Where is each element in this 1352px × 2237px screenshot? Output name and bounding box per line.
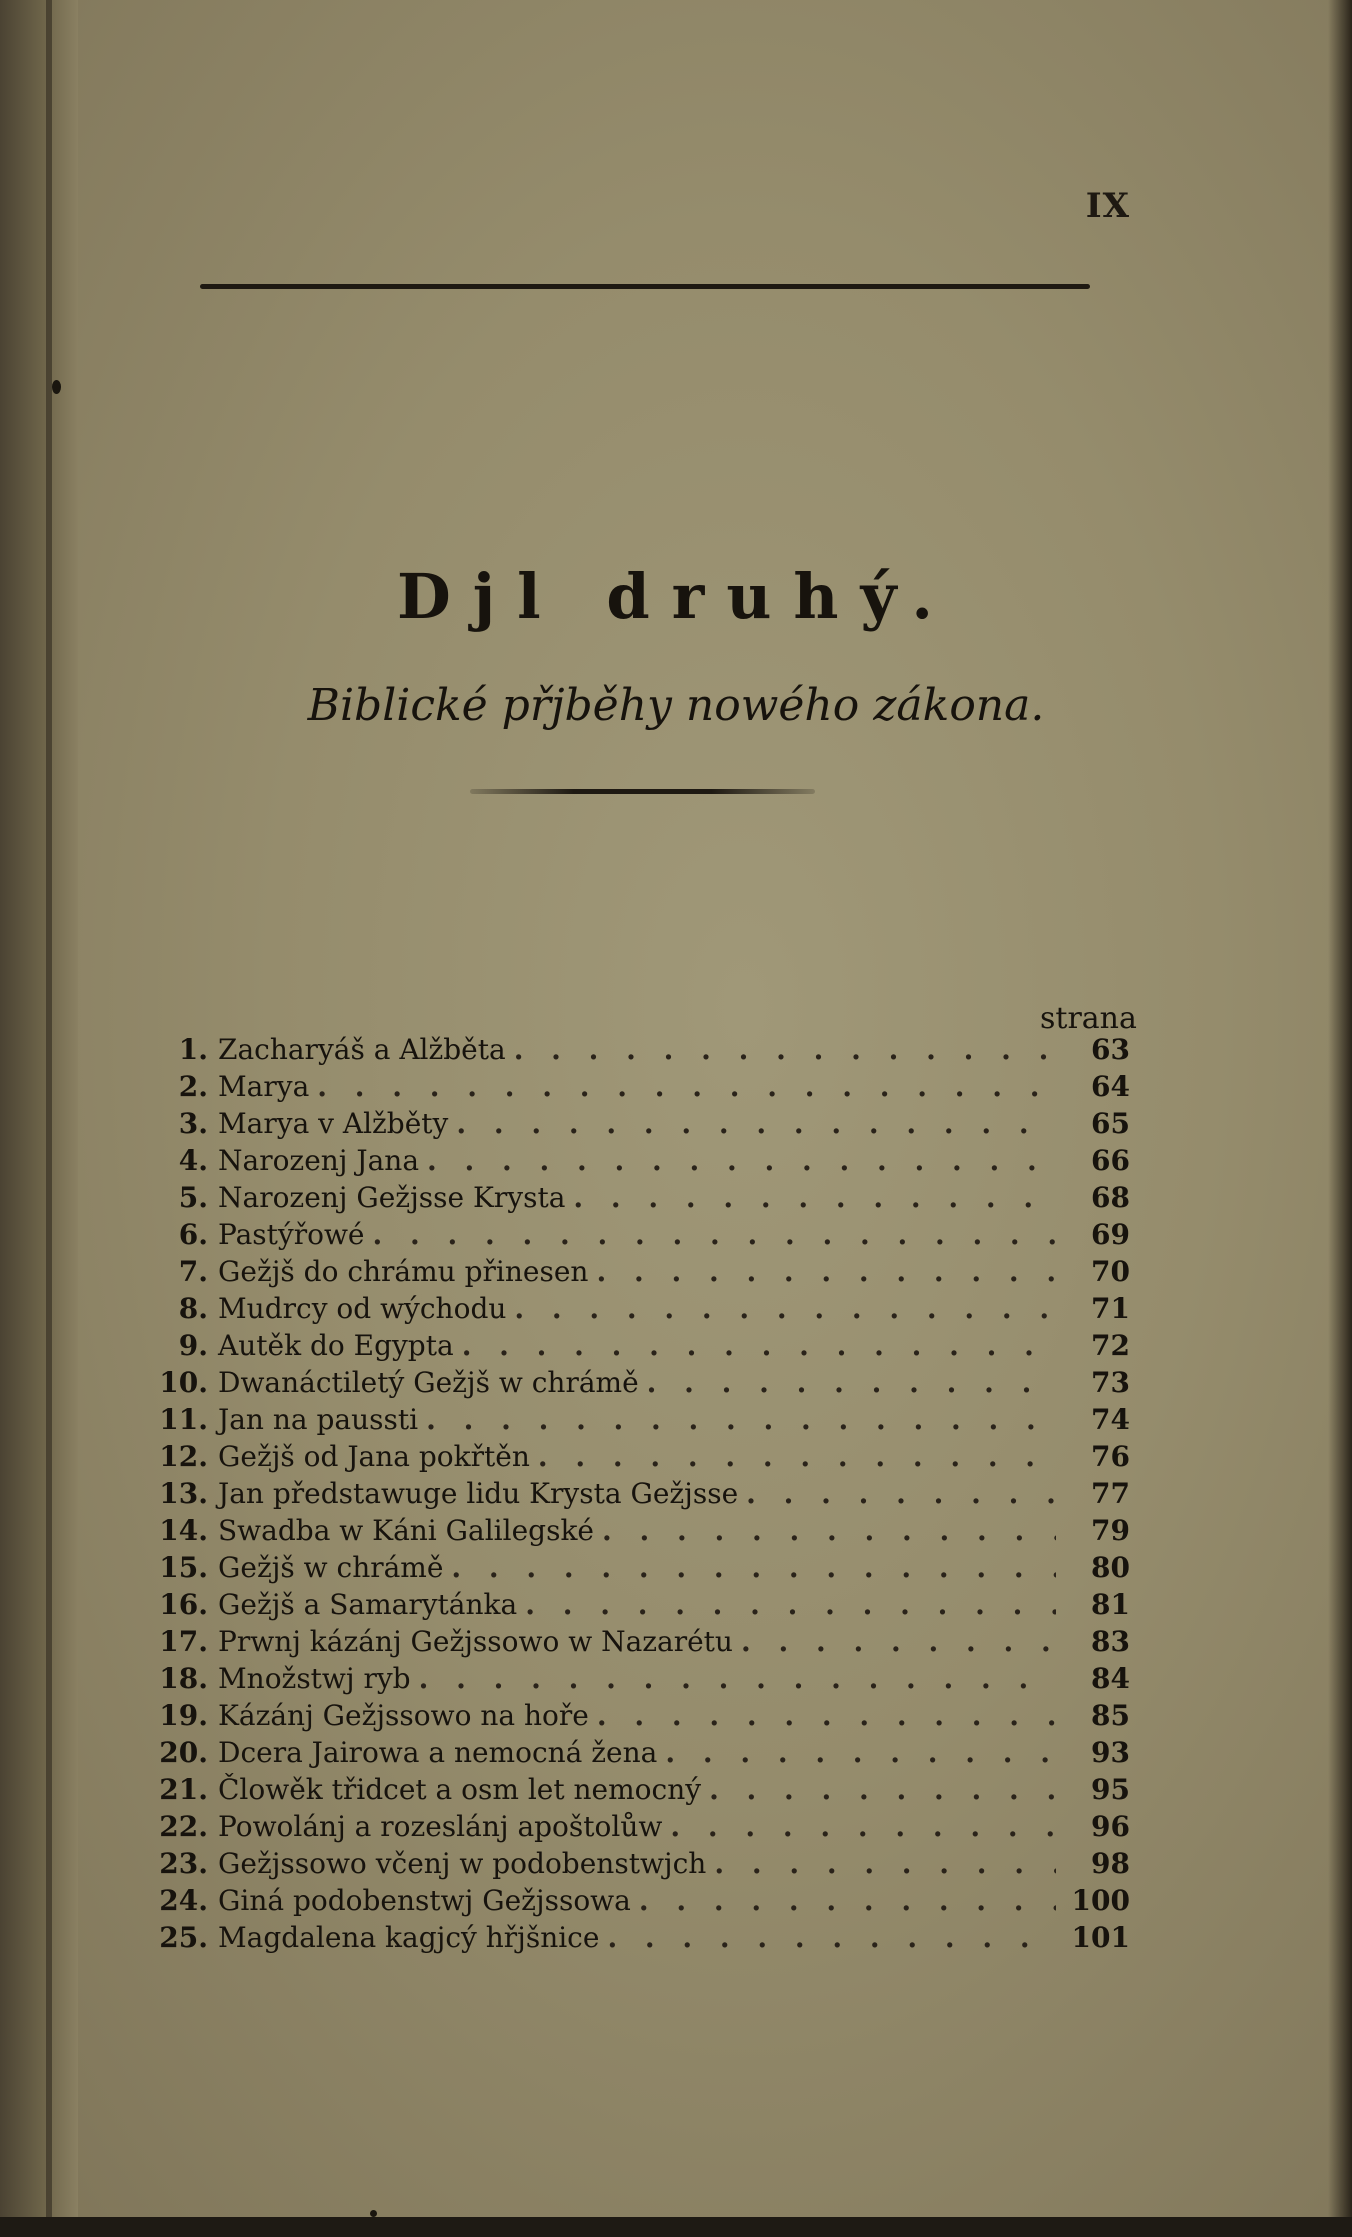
toc-entry-page: 85 <box>1091 1699 1130 1732</box>
toc-leader-dots <box>514 1292 1056 1325</box>
toc-entry <box>150 1514 1130 1551</box>
toc-entry <box>150 1070 1130 1107</box>
toc-leader-dots <box>741 1625 1056 1658</box>
toc-entry-page: 80 <box>1091 1551 1130 1584</box>
toc-entry-title: Gežjssowo včenj w podobenstwjch <box>218 1847 707 1880</box>
toc-leader-dots <box>462 1329 1056 1362</box>
toc-entry <box>150 1625 1130 1662</box>
toc-entry <box>150 1366 1130 1403</box>
toc-entry-page: 96 <box>1091 1810 1130 1843</box>
toc-leader-dots <box>670 1810 1056 1843</box>
toc-entry-number: 23. <box>159 1847 208 1880</box>
toc-entry-title: Jan na paussti <box>218 1403 419 1436</box>
toc-entry-number: 4. <box>178 1144 208 1177</box>
toc-entry <box>150 1144 1130 1181</box>
toc-entry-page: 69 <box>1091 1218 1130 1251</box>
toc-entry-title: Kázánj Gežjssowo na hoře <box>218 1699 589 1732</box>
toc-entry-page: 101 <box>1071 1921 1130 1954</box>
toc-entry-page: 84 <box>1091 1662 1130 1695</box>
toc-entry-number: 21. <box>159 1773 208 1806</box>
toc-entry-number: 5. <box>178 1181 208 1214</box>
toc-entry-title: Powolánj a rozeslánj apoštolůw <box>218 1810 663 1843</box>
toc-entry-page: 72 <box>1091 1329 1130 1362</box>
toc-entry-number: 7. <box>178 1255 208 1288</box>
toc-entry <box>150 1292 1130 1329</box>
toc-leader-dots <box>317 1070 1056 1103</box>
toc-leader-dots <box>746 1477 1056 1510</box>
toc-entry-title: Množstwj ryb <box>218 1662 411 1695</box>
toc-entry-number: 8. <box>178 1292 208 1325</box>
toc-entry <box>150 1477 1130 1514</box>
toc-leader-dots <box>456 1107 1056 1140</box>
table-of-contents <box>150 1033 1130 1958</box>
toc-entry <box>150 1736 1130 1773</box>
toc-entry <box>150 1218 1130 1255</box>
toc-leader-dots <box>647 1366 1056 1399</box>
toc-entry-number: 19. <box>159 1699 208 1732</box>
toc-entry-page: 70 <box>1091 1255 1130 1288</box>
toc-entry-number: 9. <box>178 1329 208 1362</box>
toc-entry-title: Giná podobenstwj Gežjssowa <box>218 1884 631 1917</box>
book-binding <box>0 0 78 2237</box>
toc-entry <box>150 1847 1130 1884</box>
toc-entry-page: 68 <box>1091 1181 1130 1214</box>
toc-leader-dots <box>373 1218 1057 1251</box>
toc-entry-title: Gežjš w chrámě <box>218 1551 444 1584</box>
toc-entry-number: 15. <box>159 1551 208 1584</box>
toc-entry-title: Gežjš od Jana pokřtěn <box>218 1440 530 1473</box>
toc-entry-title: Marya v Alžběty <box>218 1107 449 1140</box>
toc-entry-number: 18. <box>159 1662 208 1695</box>
ink-speck <box>52 380 61 394</box>
toc-entry-title: Narozenj Gežjsse Krysta <box>218 1181 566 1214</box>
section-divider <box>470 789 815 794</box>
toc-leader-dots <box>427 1144 1056 1177</box>
toc-entry <box>150 1440 1130 1477</box>
toc-entry-title: Dwanáctiletý Gežjš w chrámě <box>218 1366 639 1399</box>
toc-entry <box>150 1884 1130 1921</box>
toc-leader-dots <box>639 1884 1056 1917</box>
binding-crease <box>46 0 52 2237</box>
toc-entry-page: 73 <box>1091 1366 1130 1399</box>
toc-entry-title: Gežjš a Samarytánka <box>218 1588 518 1621</box>
toc-entry-number: 2. <box>178 1070 208 1103</box>
ink-speck <box>370 2210 377 2217</box>
toc-leader-dots <box>714 1847 1056 1880</box>
toc-entry-page: 76 <box>1091 1440 1130 1473</box>
toc-entry-title: Mudrcy od wýchodu <box>218 1292 507 1325</box>
toc-entry <box>150 1181 1130 1218</box>
toc-entry-number: 22. <box>159 1810 208 1843</box>
header-rule <box>200 284 1090 289</box>
toc-entry-number: 6. <box>178 1218 208 1251</box>
toc-entry-page: 81 <box>1091 1588 1130 1621</box>
toc-entry-number: 3. <box>178 1107 208 1140</box>
page-bottom-edge <box>0 2217 1352 2237</box>
toc-entry-page: 79 <box>1091 1514 1130 1547</box>
toc-entry-page: 83 <box>1091 1625 1130 1658</box>
toc-entry <box>150 1662 1130 1699</box>
toc-entry-page: 65 <box>1091 1107 1130 1140</box>
toc-entry-title: Zacharyáš a Alžběta <box>218 1033 506 1066</box>
toc-entry-page: 64 <box>1091 1070 1130 1103</box>
toc-entry <box>150 1588 1130 1625</box>
toc-entry-title: Prwnj kázánj Gežjssowo w Nazarétu <box>218 1625 733 1658</box>
toc-entry-number: 11. <box>159 1403 208 1436</box>
toc-leader-dots <box>597 1699 1056 1732</box>
part-title: Djl druhý. <box>396 560 955 633</box>
toc-leader-dots <box>426 1403 1056 1436</box>
toc-entry <box>150 1773 1130 1810</box>
toc-entry-title: Člowěk třidcet a osm let nemocný <box>218 1773 702 1806</box>
toc-entry-title: Autěk do Egypta <box>218 1329 454 1362</box>
toc-entry-title: Pastýřowé <box>218 1218 365 1251</box>
toc-entry-number: 10. <box>159 1366 208 1399</box>
toc-entry-page: 77 <box>1091 1477 1130 1510</box>
toc-entry-number: 20. <box>159 1736 208 1769</box>
toc-entry-title: Marya <box>218 1070 310 1103</box>
toc-entry-number: 13. <box>159 1477 208 1510</box>
toc-entry <box>150 1329 1130 1366</box>
toc-leader-dots <box>514 1033 1056 1066</box>
toc-entry-page: 95 <box>1091 1773 1130 1806</box>
toc-leader-dots <box>538 1440 1056 1473</box>
page-number: IX <box>1085 186 1130 226</box>
toc-leader-dots <box>525 1588 1056 1621</box>
toc-leader-dots <box>596 1255 1056 1288</box>
toc-entry <box>150 1107 1130 1144</box>
toc-leader-dots <box>665 1736 1056 1769</box>
toc-entry-number: 14. <box>159 1514 208 1547</box>
toc-entry-title: Gežjš do chrámu přinesen <box>218 1255 589 1288</box>
toc-entry-title: Swadba w Káni Galilegské <box>218 1514 594 1547</box>
toc-entry-number: 25. <box>159 1921 208 1954</box>
toc-leader-dots <box>451 1551 1056 1584</box>
toc-entry-number: 17. <box>159 1625 208 1658</box>
toc-entry-title: Dcera Jairowa a nemocná žena <box>218 1736 658 1769</box>
toc-leader-dots <box>573 1181 1056 1214</box>
page-edge-shadow <box>1328 0 1352 2237</box>
toc-leader-dots <box>419 1662 1056 1695</box>
toc-entry-title: Narozenj Jana <box>218 1144 420 1177</box>
toc-leader-dots <box>607 1921 1056 1954</box>
toc-entry <box>150 1403 1130 1440</box>
toc-entry-page: 66 <box>1091 1144 1130 1177</box>
toc-entry-number: 16. <box>159 1588 208 1621</box>
toc-leader-dots <box>602 1514 1056 1547</box>
toc-entry <box>150 1033 1130 1070</box>
toc-entry-number: 24. <box>159 1884 208 1917</box>
part-subtitle: Biblické přjběhy nowého zákona. <box>307 680 1045 731</box>
toc-entry-page: 93 <box>1091 1736 1130 1769</box>
toc-entry <box>150 1551 1130 1588</box>
toc-entry-page: 100 <box>1071 1884 1130 1917</box>
toc-entry-number: 1. <box>178 1033 208 1066</box>
toc-entry-page: 63 <box>1091 1033 1130 1066</box>
page-column-label: strana <box>1040 1001 1137 1036</box>
toc-entry-title: Magdalena kagjcý hřjšnice <box>218 1921 600 1954</box>
toc-entry <box>150 1921 1130 1958</box>
toc-entry <box>150 1699 1130 1736</box>
toc-entry-page: 74 <box>1091 1403 1130 1436</box>
toc-entry <box>150 1810 1130 1847</box>
toc-entry-page: 71 <box>1091 1292 1130 1325</box>
toc-entry-title: Jan předstawuge lidu Krysta Gežjsse <box>218 1477 739 1510</box>
toc-entry-number: 12. <box>159 1440 208 1473</box>
toc-leader-dots <box>709 1773 1056 1806</box>
toc-entry-page: 98 <box>1091 1847 1130 1880</box>
toc-entry <box>150 1255 1130 1292</box>
